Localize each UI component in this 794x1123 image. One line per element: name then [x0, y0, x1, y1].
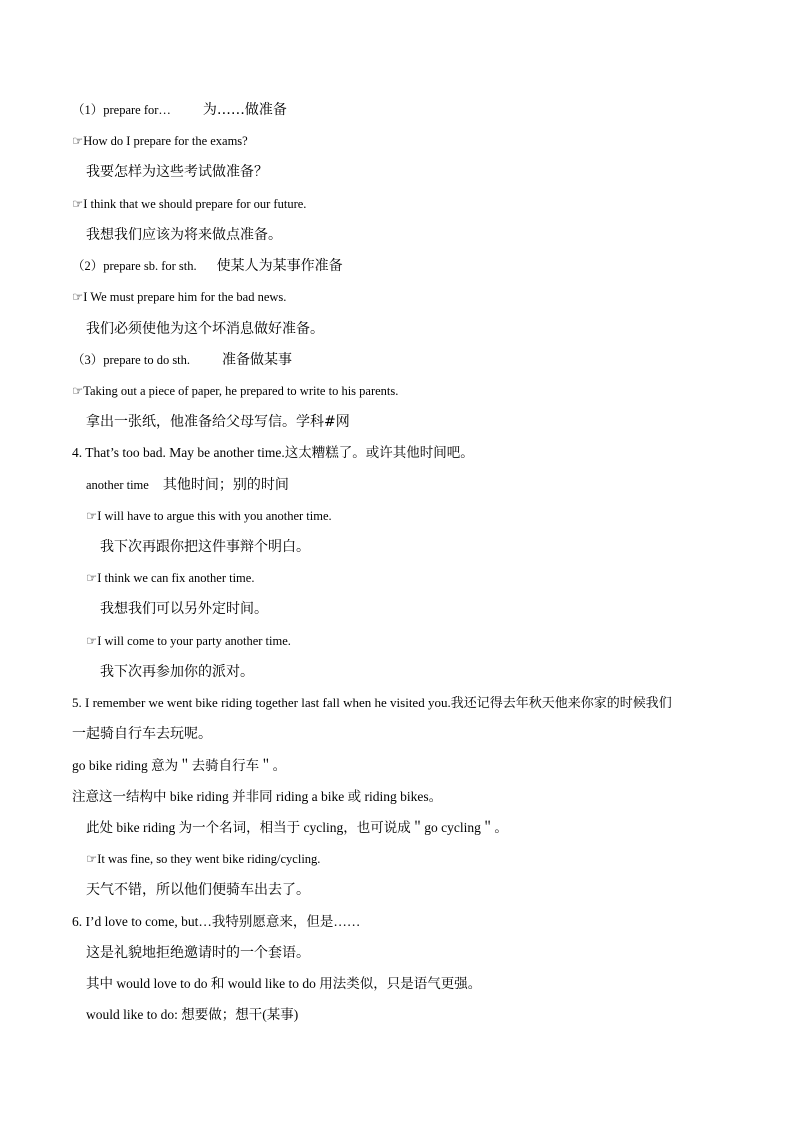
note-go-bike-riding: go bike riding 意为＂去骑自行车＂。	[72, 758, 287, 773]
phrase: （3）prepare to do sth.	[72, 353, 191, 367]
section-5-heading-continued: 一起骑自行车去玩呢。	[72, 726, 212, 742]
phrase-meaning: 准备做某事	[222, 352, 293, 368]
phrase-meaning: 为……做准备	[202, 102, 287, 118]
note-would-like-to: would like to do: 想要做；想干(某事)	[86, 1007, 299, 1022]
phrase-meaning: 使某人为某事作准备	[216, 258, 343, 274]
example-translation: 我要怎样为这些考试做准备？	[86, 164, 268, 180]
note-structure: 注意这一结构中 bike riding 并非同 riding a bike 或 riding bikes。	[72, 789, 443, 804]
phrase: （1）prepare for…	[72, 103, 171, 117]
example-sentence: ☞How do I prepare for the exams?	[72, 134, 248, 148]
example-sentence: ☞I think that we should prepare for our future.	[72, 197, 307, 211]
example-sentence: ☞I We must prepare him for the bad news.	[72, 290, 287, 304]
section-4-heading: 4. That’s too bad. May be another time.这太糟糕了。或许其他时间吧。	[72, 445, 474, 460]
example-translation: 我们必须使他为这个坏消息做好准备。	[86, 321, 324, 337]
heading-prepare-to-do	[72, 348, 734, 372]
note-polite-refusal: 这是礼貌地拒绝邀请时的一个套语。	[86, 945, 310, 961]
example-translation: 我下次再跟你把这件事辩个明白。	[100, 539, 310, 555]
example-translation: 我下次再参加你的派对。	[100, 664, 254, 680]
example-sentence: ☞It was fine, so they went bike riding/cycling.	[86, 852, 321, 866]
phrase-another-time	[86, 473, 734, 497]
example-translation: 天气不错，所以他们便骑车出去了。	[86, 882, 310, 898]
heading-prepare-for	[72, 98, 734, 122]
example-translation: 我想我们可以另外定时间。	[100, 601, 268, 617]
example-sentence: ☞I think we can fix another time.	[86, 571, 255, 585]
example-sentence: ☞I will come to your party another time.	[86, 634, 291, 648]
example-translation: 我想我们应该为将来做点准备。	[86, 227, 282, 243]
note-noun-usage: 此处 bike riding 为一个名词，相当于 cycling，也可说成＂go cycling＂。	[86, 820, 508, 835]
phrase: （2）prepare sb. for sth.	[72, 259, 197, 273]
note-would-love-to: 其中 would love to do 和 would like to do 用法类似，只是语气更强。	[86, 976, 482, 991]
section-5-heading: 5. I remember we went bike riding together last fall when he visited you.我还记得去年秋天他来你家的时候我们	[72, 695, 672, 710]
example-sentence: ☞Taking out a piece of paper, he prepared to write to his parents.	[72, 384, 399, 398]
heading-prepare-sb-for-sth	[72, 254, 734, 278]
phrase-meaning: 其他时间；别的时间	[162, 477, 289, 493]
phrase: another time	[86, 478, 149, 492]
section-6-heading: 6. I’d love to come, but…我特别愿意来，但是……	[72, 914, 361, 929]
example-sentence: ☞I will have to argue this with you another time.	[86, 509, 332, 523]
example-translation: 拿出一张纸，他准备给父母写信。学科#网	[86, 414, 350, 430]
